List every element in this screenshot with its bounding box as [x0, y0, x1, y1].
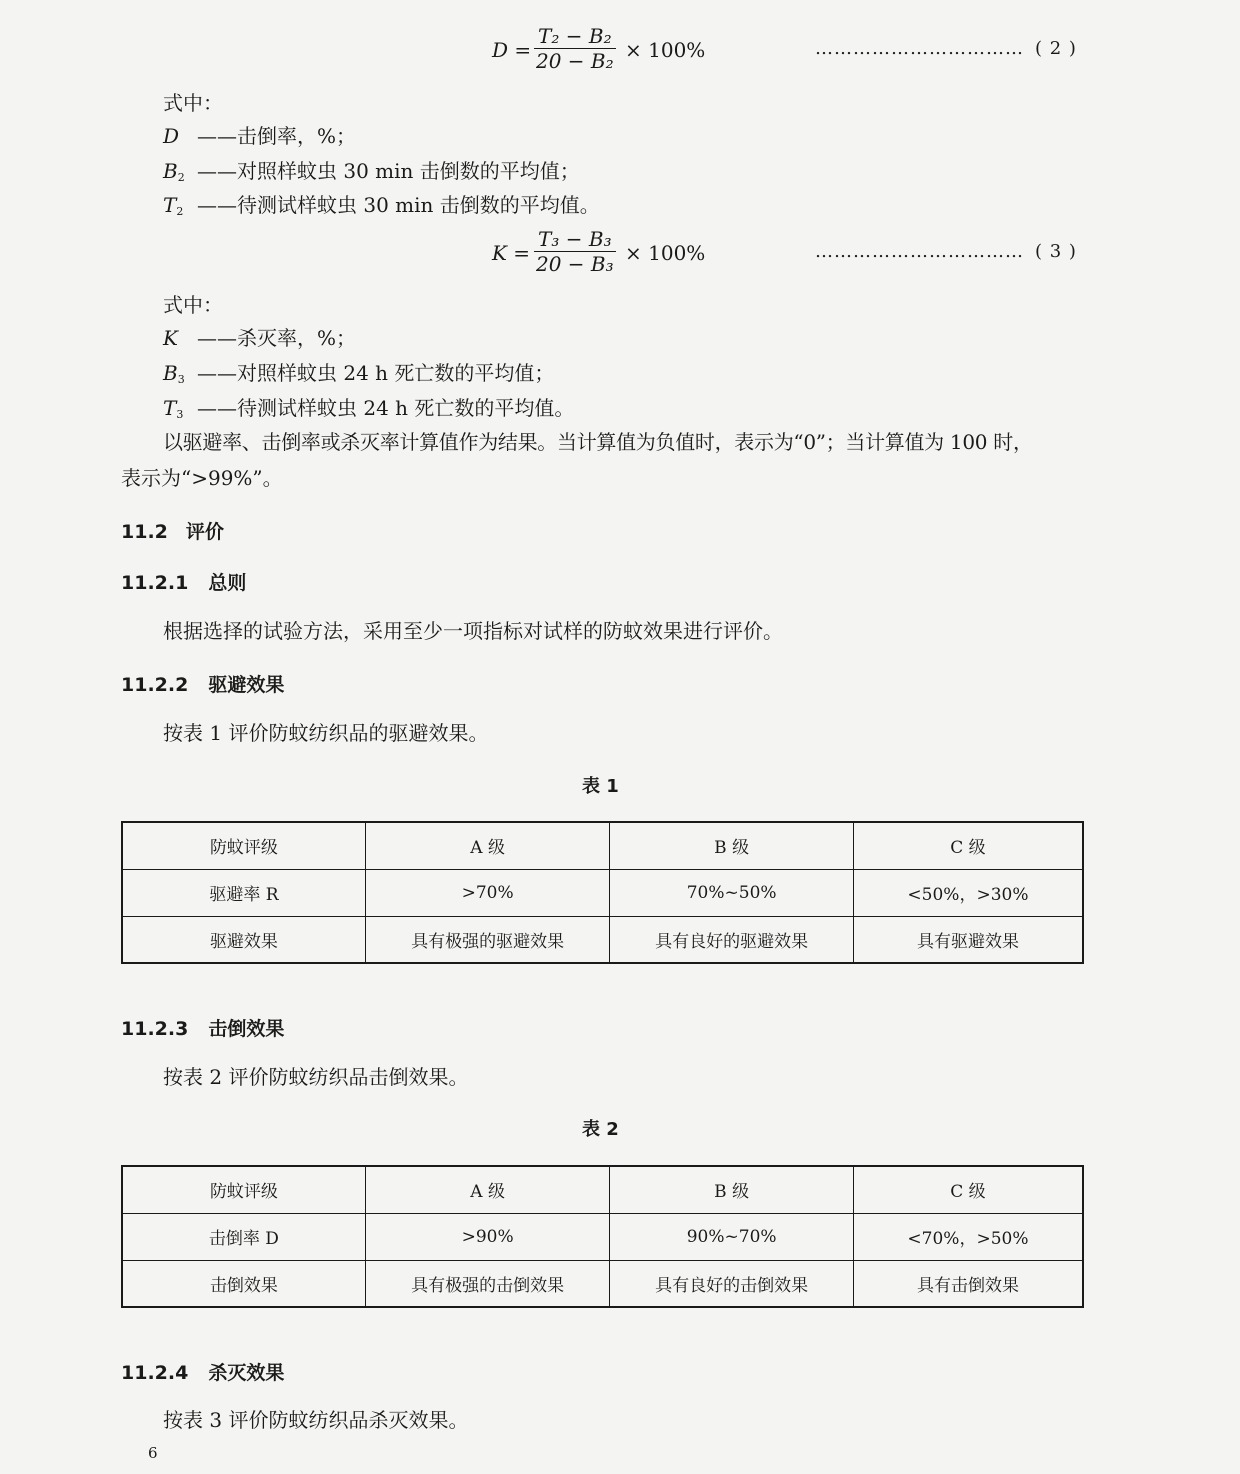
- page-number: 6: [148, 1444, 158, 1462]
- eq2-number: ( 2 ): [1035, 38, 1077, 59]
- section-11-2-2-text: 按表 1 评价防蚊纺织品的驱避效果。: [163, 721, 489, 745]
- table-cell: >90%: [365, 1213, 609, 1260]
- definition-text: ——对照样蚊虫 30 min 击倒数的平均值；: [197, 159, 580, 183]
- table1: [121, 821, 1084, 964]
- table-cell: C 级: [853, 1166, 1083, 1213]
- table-cell: 具有极强的击倒效果: [365, 1260, 609, 1307]
- result-line-1: 以驱避率、击倒率或杀灭率计算值作为结果。当计算值为负值时，表示为“0”；当计算值为 100 时，: [163, 430, 1033, 454]
- definition-symbol: $T_3$: [163, 396, 184, 421]
- table-cell: 70%~50%: [610, 869, 854, 916]
- eq2-rhs: × 100%: [625, 38, 706, 62]
- table2-caption: 表 2: [582, 1119, 619, 1140]
- table-row: [122, 1166, 1083, 1213]
- table-cell: 驱避率 R: [122, 869, 365, 916]
- eq3-fraction: [532, 227, 618, 276]
- eq2-fraction: [532, 24, 618, 73]
- section-heading-11-2: 11.2 评价: [121, 521, 224, 543]
- section-heading-11-2-3: 11.2.3 击倒效果: [121, 1018, 285, 1040]
- table-cell: 防蚊评级: [122, 822, 365, 869]
- definition-row: [163, 158, 580, 191]
- definition-row: [163, 192, 600, 225]
- definition-text: ——对照样蚊虫 24 h 死亡数的平均值；: [197, 361, 555, 385]
- definition-symbol: K: [163, 326, 178, 350]
- definition-row: [163, 360, 554, 393]
- table1-caption: 表 1: [582, 776, 619, 797]
- eq2-dots: ……………………………: [815, 38, 1024, 59]
- definition-text: ——击倒率，%；: [197, 124, 357, 148]
- eq3-numerator: T₃ − B₃: [534, 227, 616, 252]
- table-cell: 具有良好的驱避效果: [610, 916, 854, 963]
- section-11-2-4-text: 按表 3 评价防蚊纺织品杀灭效果。: [163, 1408, 469, 1432]
- eq3-dots: ……………………………: [815, 241, 1024, 262]
- definition-symbol: D: [163, 124, 180, 148]
- eq3-rhs: × 100%: [625, 241, 706, 265]
- definition-row: [163, 395, 574, 428]
- table-cell: 驱避效果: [122, 916, 365, 963]
- table-cell: 90%~70%: [610, 1213, 854, 1260]
- table-cell: >70%: [365, 869, 609, 916]
- table-row: [122, 916, 1083, 963]
- table-cell: B 级: [610, 822, 854, 869]
- table-row: [122, 1260, 1083, 1307]
- definition-text: ——待测试样蚊虫 24 h 死亡数的平均值。: [197, 396, 575, 420]
- table-cell: 击倒率 D: [122, 1213, 365, 1260]
- where-label-2: 式中：: [163, 293, 223, 317]
- eq3-lhs: K =: [492, 241, 531, 265]
- table-cell: <70%，>50%: [853, 1213, 1083, 1260]
- table2: [121, 1165, 1084, 1308]
- table-row: [122, 822, 1083, 869]
- definition-row: [163, 123, 356, 156]
- eq3-denominator: 20 − B₃: [536, 252, 614, 276]
- definition-symbol: $B_2$: [163, 159, 185, 184]
- result-line-2: 表示为“>99%”。: [121, 466, 283, 490]
- section-heading-11-2-1: 11.2.1 总则: [121, 572, 247, 594]
- table-cell: A 级: [365, 1166, 609, 1213]
- table-cell: 具有极强的驱避效果: [365, 916, 609, 963]
- eq2-denominator: 20 − B₂: [536, 49, 614, 73]
- definition-text: ——杀灭率，%；: [197, 326, 357, 350]
- table-cell: <50%，>30%: [853, 869, 1083, 916]
- section-11-2-3-text: 按表 2 评价防蚊纺织品击倒效果。: [163, 1065, 469, 1089]
- section-heading-11-2-2: 11.2.2 驱避效果: [121, 674, 285, 696]
- eq2-numerator: T₂ − B₂: [534, 24, 616, 49]
- section-11-2-1-text: 根据选择的试验方法，采用至少一项指标对试样的防蚊效果进行评价。: [163, 619, 783, 643]
- definition-symbol: $B_3$: [163, 361, 185, 386]
- table-cell: B 级: [610, 1166, 854, 1213]
- table-row: [122, 1213, 1083, 1260]
- eq3-number: ( 3 ): [1035, 241, 1077, 262]
- table-row: [122, 869, 1083, 916]
- table-cell: 具有驱避效果: [853, 916, 1083, 963]
- table-cell: A 级: [365, 822, 609, 869]
- definition-row: [163, 325, 356, 358]
- section-heading-11-2-4: 11.2.4 杀灭效果: [121, 1362, 285, 1384]
- table-cell: 防蚊评级: [122, 1166, 365, 1213]
- table-cell: 具有良好的击倒效果: [610, 1260, 854, 1307]
- table-cell: 具有击倒效果: [853, 1260, 1083, 1307]
- table-cell: 击倒效果: [122, 1260, 365, 1307]
- table-cell: C 级: [853, 822, 1083, 869]
- eq2-lhs: D =: [492, 38, 532, 62]
- definition-symbol: $T_2$: [163, 193, 184, 218]
- definition-text: ——待测试样蚊虫 30 min 击倒数的平均值。: [197, 193, 600, 217]
- where-label-1: 式中：: [163, 91, 223, 115]
